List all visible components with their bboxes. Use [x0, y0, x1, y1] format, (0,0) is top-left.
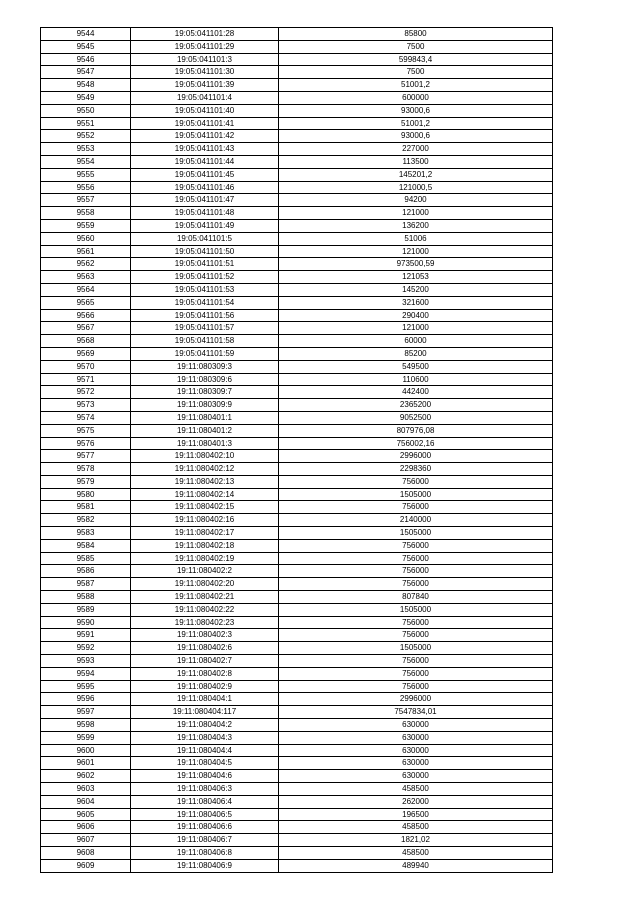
table-row — [41, 117, 553, 130]
cadastral-number-cell: 19:05:041101:44 — [131, 155, 279, 168]
cadastral-number-cell: 19:11:080402:9 — [131, 680, 279, 693]
value-cell: 121000 — [279, 245, 553, 258]
row-number-cell: 9551 — [41, 117, 131, 130]
value-cell: 110600 — [279, 373, 553, 386]
row-number-cell: 9563 — [41, 271, 131, 284]
cadastral-number-cell: 19:05:041101:45 — [131, 168, 279, 181]
cadastral-number-cell: 19:11:080402:6 — [131, 642, 279, 655]
value-cell: 549500 — [279, 360, 553, 373]
cadastral-number-cell: 19:11:080309:3 — [131, 360, 279, 373]
table-row — [41, 424, 553, 437]
table-row — [41, 770, 553, 783]
value-cell: 458500 — [279, 783, 553, 796]
value-cell: 7500 — [279, 66, 553, 79]
cadastral-number-cell: 19:11:080404:3 — [131, 731, 279, 744]
value-cell: 2996000 — [279, 450, 553, 463]
value-cell: 756000 — [279, 565, 553, 578]
value-cell: 93000,6 — [279, 104, 553, 117]
cadastral-number-cell: 19:11:080404:2 — [131, 719, 279, 732]
row-number-cell: 9553 — [41, 143, 131, 156]
cadastral-number-cell: 19:05:041101:39 — [131, 79, 279, 92]
table-row — [41, 437, 553, 450]
row-number-cell: 9586 — [41, 565, 131, 578]
row-number-cell: 9608 — [41, 847, 131, 860]
cadastral-number-cell: 19:11:080309:7 — [131, 386, 279, 399]
cadastral-number-cell: 19:05:041101:46 — [131, 181, 279, 194]
row-number-cell: 9606 — [41, 821, 131, 834]
value-cell: 227000 — [279, 143, 553, 156]
row-number-cell: 9558 — [41, 207, 131, 220]
value-cell: 1821,02 — [279, 834, 553, 847]
value-cell: 51006 — [279, 232, 553, 245]
cadastral-number-cell: 19:05:041101:52 — [131, 271, 279, 284]
cadastral-number-cell: 19:11:080309:9 — [131, 399, 279, 412]
row-number-cell: 9568 — [41, 335, 131, 348]
table-row — [41, 655, 553, 668]
cadastral-number-cell: 19:05:041101:58 — [131, 335, 279, 348]
table-row — [41, 28, 553, 41]
table-row — [41, 360, 553, 373]
value-cell: 756000 — [279, 629, 553, 642]
table-row — [41, 667, 553, 680]
value-cell: 85800 — [279, 28, 553, 41]
row-number-cell: 9550 — [41, 104, 131, 117]
row-number-cell: 9561 — [41, 245, 131, 258]
cadastral-number-cell: 19:11:080402:14 — [131, 488, 279, 501]
cadastral-number-cell: 19:05:041101:48 — [131, 207, 279, 220]
value-cell: 756000 — [279, 655, 553, 668]
value-cell: 290400 — [279, 309, 553, 322]
value-cell: 51001,2 — [279, 117, 553, 130]
value-cell: 630000 — [279, 770, 553, 783]
value-cell: 1505000 — [279, 642, 553, 655]
value-cell: 60000 — [279, 335, 553, 348]
row-number-cell: 9604 — [41, 795, 131, 808]
row-number-cell: 9599 — [41, 731, 131, 744]
cadastral-number-cell: 19:11:080402:18 — [131, 539, 279, 552]
cadastral-number-cell: 19:11:080406:6 — [131, 821, 279, 834]
row-number-cell: 9562 — [41, 258, 131, 271]
cadastral-number-cell: 19:05:041101:29 — [131, 40, 279, 53]
value-cell: 7547834,01 — [279, 706, 553, 719]
table-row — [41, 40, 553, 53]
cadastral-number-cell: 19:11:080402:22 — [131, 603, 279, 616]
cadastral-number-cell: 19:05:041101:4 — [131, 91, 279, 104]
row-number-cell: 9545 — [41, 40, 131, 53]
table-row — [41, 757, 553, 770]
cadastral-number-cell: 19:11:080402:3 — [131, 629, 279, 642]
row-number-cell: 9605 — [41, 808, 131, 821]
cadastral-number-cell: 19:05:041101:30 — [131, 66, 279, 79]
value-cell: 756000 — [279, 680, 553, 693]
table-row — [41, 219, 553, 232]
value-cell: 442400 — [279, 386, 553, 399]
row-number-cell: 9546 — [41, 53, 131, 66]
document-sheet — [40, 27, 552, 873]
row-number-cell: 9594 — [41, 667, 131, 680]
table-row — [41, 514, 553, 527]
table-row — [41, 578, 553, 591]
value-cell: 756002,16 — [279, 437, 553, 450]
table-row — [41, 475, 553, 488]
row-number-cell: 9557 — [41, 194, 131, 207]
cadastral-number-cell: 19:11:080404:117 — [131, 706, 279, 719]
data-table — [40, 27, 553, 873]
row-number-cell: 9572 — [41, 386, 131, 399]
cadastral-number-cell: 19:05:041101:43 — [131, 143, 279, 156]
table-row — [41, 795, 553, 808]
value-cell: 121053 — [279, 271, 553, 284]
cadastral-number-cell: 19:11:080402:19 — [131, 552, 279, 565]
value-cell: 145201,2 — [279, 168, 553, 181]
value-cell: 756000 — [279, 616, 553, 629]
table-row — [41, 783, 553, 796]
value-cell: 145200 — [279, 283, 553, 296]
row-number-cell: 9609 — [41, 859, 131, 872]
table-row — [41, 603, 553, 616]
table-row — [41, 693, 553, 706]
row-number-cell: 9595 — [41, 680, 131, 693]
row-number-cell: 9574 — [41, 411, 131, 424]
cadastral-number-cell: 19:11:080402:17 — [131, 527, 279, 540]
cadastral-number-cell: 19:05:041101:40 — [131, 104, 279, 117]
value-cell: 7500 — [279, 40, 553, 53]
table-row — [41, 859, 553, 872]
table-row — [41, 808, 553, 821]
cadastral-number-cell: 19:11:080309:6 — [131, 373, 279, 386]
value-cell: 121000 — [279, 322, 553, 335]
value-cell: 630000 — [279, 744, 553, 757]
row-number-cell: 9567 — [41, 322, 131, 335]
table-row — [41, 335, 553, 348]
table-row — [41, 680, 553, 693]
cadastral-number-cell: 19:11:080402:16 — [131, 514, 279, 527]
cadastral-number-cell: 19:05:041101:42 — [131, 130, 279, 143]
cadastral-number-cell: 19:11:080402:2 — [131, 565, 279, 578]
value-cell: 756000 — [279, 475, 553, 488]
table-row — [41, 565, 553, 578]
table-row — [41, 411, 553, 424]
row-number-cell: 9597 — [41, 706, 131, 719]
value-cell: 2140000 — [279, 514, 553, 527]
value-cell: 85200 — [279, 347, 553, 360]
table-row — [41, 181, 553, 194]
value-cell: 458500 — [279, 847, 553, 860]
table-body — [41, 28, 553, 873]
table-row — [41, 463, 553, 476]
cadastral-number-cell: 19:11:080402:7 — [131, 655, 279, 668]
value-cell: 458500 — [279, 821, 553, 834]
table-row — [41, 232, 553, 245]
value-cell: 2996000 — [279, 693, 553, 706]
table-row — [41, 168, 553, 181]
cadastral-number-cell: 19:11:080406:7 — [131, 834, 279, 847]
row-number-cell: 9596 — [41, 693, 131, 706]
table-row — [41, 104, 553, 117]
table-row — [41, 143, 553, 156]
cadastral-number-cell: 19:11:080402:8 — [131, 667, 279, 680]
cadastral-number-cell: 19:05:041101:54 — [131, 296, 279, 309]
row-number-cell: 9602 — [41, 770, 131, 783]
table-row — [41, 821, 553, 834]
row-number-cell: 9603 — [41, 783, 131, 796]
cadastral-number-cell: 19:11:080404:1 — [131, 693, 279, 706]
value-cell: 196500 — [279, 808, 553, 821]
row-number-cell: 9583 — [41, 527, 131, 540]
value-cell: 1505000 — [279, 488, 553, 501]
cadastral-number-cell: 19:05:041101:3 — [131, 53, 279, 66]
cadastral-number-cell: 19:11:080402:13 — [131, 475, 279, 488]
value-cell: 136200 — [279, 219, 553, 232]
cadastral-number-cell: 19:11:080402:21 — [131, 591, 279, 604]
cadastral-number-cell: 19:11:080404:4 — [131, 744, 279, 757]
cadastral-number-cell: 19:11:080402:15 — [131, 501, 279, 514]
value-cell: 630000 — [279, 757, 553, 770]
value-cell: 630000 — [279, 719, 553, 732]
row-number-cell: 9581 — [41, 501, 131, 514]
value-cell: 756000 — [279, 578, 553, 591]
row-number-cell: 9601 — [41, 757, 131, 770]
row-number-cell: 9547 — [41, 66, 131, 79]
table-row — [41, 501, 553, 514]
cadastral-number-cell: 19:11:080402:20 — [131, 578, 279, 591]
table-row — [41, 296, 553, 309]
value-cell: 51001,2 — [279, 79, 553, 92]
cadastral-number-cell: 19:11:080402:23 — [131, 616, 279, 629]
value-cell: 756000 — [279, 552, 553, 565]
cadastral-number-cell: 19:05:041101:49 — [131, 219, 279, 232]
cadastral-number-cell: 19:11:080406:4 — [131, 795, 279, 808]
table-row — [41, 53, 553, 66]
row-number-cell: 9600 — [41, 744, 131, 757]
cadastral-number-cell: 19:11:080402:12 — [131, 463, 279, 476]
table-row — [41, 283, 553, 296]
cadastral-number-cell: 19:11:080402:10 — [131, 450, 279, 463]
value-cell: 1505000 — [279, 603, 553, 616]
cadastral-number-cell: 19:11:080406:5 — [131, 808, 279, 821]
table-row — [41, 386, 553, 399]
table-row — [41, 347, 553, 360]
table-row — [41, 488, 553, 501]
table-row — [41, 245, 553, 258]
table-row — [41, 130, 553, 143]
row-number-cell: 9565 — [41, 296, 131, 309]
table-row — [41, 79, 553, 92]
table-row — [41, 591, 553, 604]
row-number-cell: 9580 — [41, 488, 131, 501]
row-number-cell: 9549 — [41, 91, 131, 104]
row-number-cell: 9566 — [41, 309, 131, 322]
table-row — [41, 731, 553, 744]
cadastral-number-cell: 19:05:041101:41 — [131, 117, 279, 130]
cadastral-number-cell: 19:11:080406:9 — [131, 859, 279, 872]
row-number-cell: 9577 — [41, 450, 131, 463]
cadastral-number-cell: 19:05:041101:28 — [131, 28, 279, 41]
table-row — [41, 552, 553, 565]
value-cell: 262000 — [279, 795, 553, 808]
cadastral-number-cell: 19:05:041101:50 — [131, 245, 279, 258]
table-row — [41, 91, 553, 104]
row-number-cell: 9591 — [41, 629, 131, 642]
table-row — [41, 155, 553, 168]
table-row — [41, 527, 553, 540]
value-cell: 756000 — [279, 501, 553, 514]
table-row — [41, 706, 553, 719]
row-number-cell: 9544 — [41, 28, 131, 41]
row-number-cell: 9587 — [41, 578, 131, 591]
value-cell: 630000 — [279, 731, 553, 744]
row-number-cell: 9579 — [41, 475, 131, 488]
value-cell: 2365200 — [279, 399, 553, 412]
row-number-cell: 9592 — [41, 642, 131, 655]
row-number-cell: 9569 — [41, 347, 131, 360]
cadastral-number-cell: 19:05:041101:56 — [131, 309, 279, 322]
row-number-cell: 9559 — [41, 219, 131, 232]
row-number-cell: 9598 — [41, 719, 131, 732]
row-number-cell: 9555 — [41, 168, 131, 181]
table-row — [41, 207, 553, 220]
value-cell: 489940 — [279, 859, 553, 872]
table-row — [41, 373, 553, 386]
cadastral-number-cell: 19:11:080404:5 — [131, 757, 279, 770]
table-row — [41, 194, 553, 207]
value-cell: 756000 — [279, 667, 553, 680]
table-row — [41, 629, 553, 642]
row-number-cell: 9552 — [41, 130, 131, 143]
row-number-cell: 9564 — [41, 283, 131, 296]
table-row — [41, 834, 553, 847]
row-number-cell: 9593 — [41, 655, 131, 668]
row-number-cell: 9548 — [41, 79, 131, 92]
value-cell: 93000,6 — [279, 130, 553, 143]
table-row — [41, 616, 553, 629]
row-number-cell: 9589 — [41, 603, 131, 616]
row-number-cell: 9570 — [41, 360, 131, 373]
cadastral-number-cell: 19:11:080401:3 — [131, 437, 279, 450]
table-row — [41, 66, 553, 79]
row-number-cell: 9584 — [41, 539, 131, 552]
row-number-cell: 9571 — [41, 373, 131, 386]
cadastral-number-cell: 19:11:080404:6 — [131, 770, 279, 783]
table-row — [41, 271, 553, 284]
cadastral-number-cell: 19:11:080401:1 — [131, 411, 279, 424]
cadastral-number-cell: 19:11:080401:2 — [131, 424, 279, 437]
cadastral-number-cell: 19:05:041101:5 — [131, 232, 279, 245]
table-row — [41, 847, 553, 860]
table-row — [41, 399, 553, 412]
row-number-cell: 9588 — [41, 591, 131, 604]
cadastral-number-cell: 19:05:041101:57 — [131, 322, 279, 335]
value-cell: 756000 — [279, 539, 553, 552]
value-cell: 600000 — [279, 91, 553, 104]
table-row — [41, 309, 553, 322]
table-row — [41, 744, 553, 757]
value-cell: 973500,59 — [279, 258, 553, 271]
row-number-cell: 9578 — [41, 463, 131, 476]
value-cell: 94200 — [279, 194, 553, 207]
row-number-cell: 9573 — [41, 399, 131, 412]
value-cell: 121000,5 — [279, 181, 553, 194]
row-number-cell: 9590 — [41, 616, 131, 629]
row-number-cell: 9554 — [41, 155, 131, 168]
cadastral-number-cell: 19:05:041101:47 — [131, 194, 279, 207]
cadastral-number-cell: 19:05:041101:53 — [131, 283, 279, 296]
value-cell: 807840 — [279, 591, 553, 604]
value-cell: 9052500 — [279, 411, 553, 424]
table-row — [41, 322, 553, 335]
row-number-cell: 9585 — [41, 552, 131, 565]
table-row — [41, 719, 553, 732]
cadastral-number-cell: 19:05:041101:59 — [131, 347, 279, 360]
row-number-cell: 9607 — [41, 834, 131, 847]
value-cell: 321600 — [279, 296, 553, 309]
table-row — [41, 642, 553, 655]
value-cell: 121000 — [279, 207, 553, 220]
cadastral-number-cell: 19:11:080406:3 — [131, 783, 279, 796]
table-row — [41, 450, 553, 463]
value-cell: 807976,08 — [279, 424, 553, 437]
cadastral-number-cell: 19:11:080406:8 — [131, 847, 279, 860]
row-number-cell: 9582 — [41, 514, 131, 527]
value-cell: 113500 — [279, 155, 553, 168]
row-number-cell: 9575 — [41, 424, 131, 437]
table-row — [41, 258, 553, 271]
table-row — [41, 539, 553, 552]
row-number-cell: 9556 — [41, 181, 131, 194]
row-number-cell: 9576 — [41, 437, 131, 450]
row-number-cell: 9560 — [41, 232, 131, 245]
value-cell: 599843,4 — [279, 53, 553, 66]
value-cell: 1505000 — [279, 527, 553, 540]
cadastral-number-cell: 19:05:041101:51 — [131, 258, 279, 271]
value-cell: 2298360 — [279, 463, 553, 476]
